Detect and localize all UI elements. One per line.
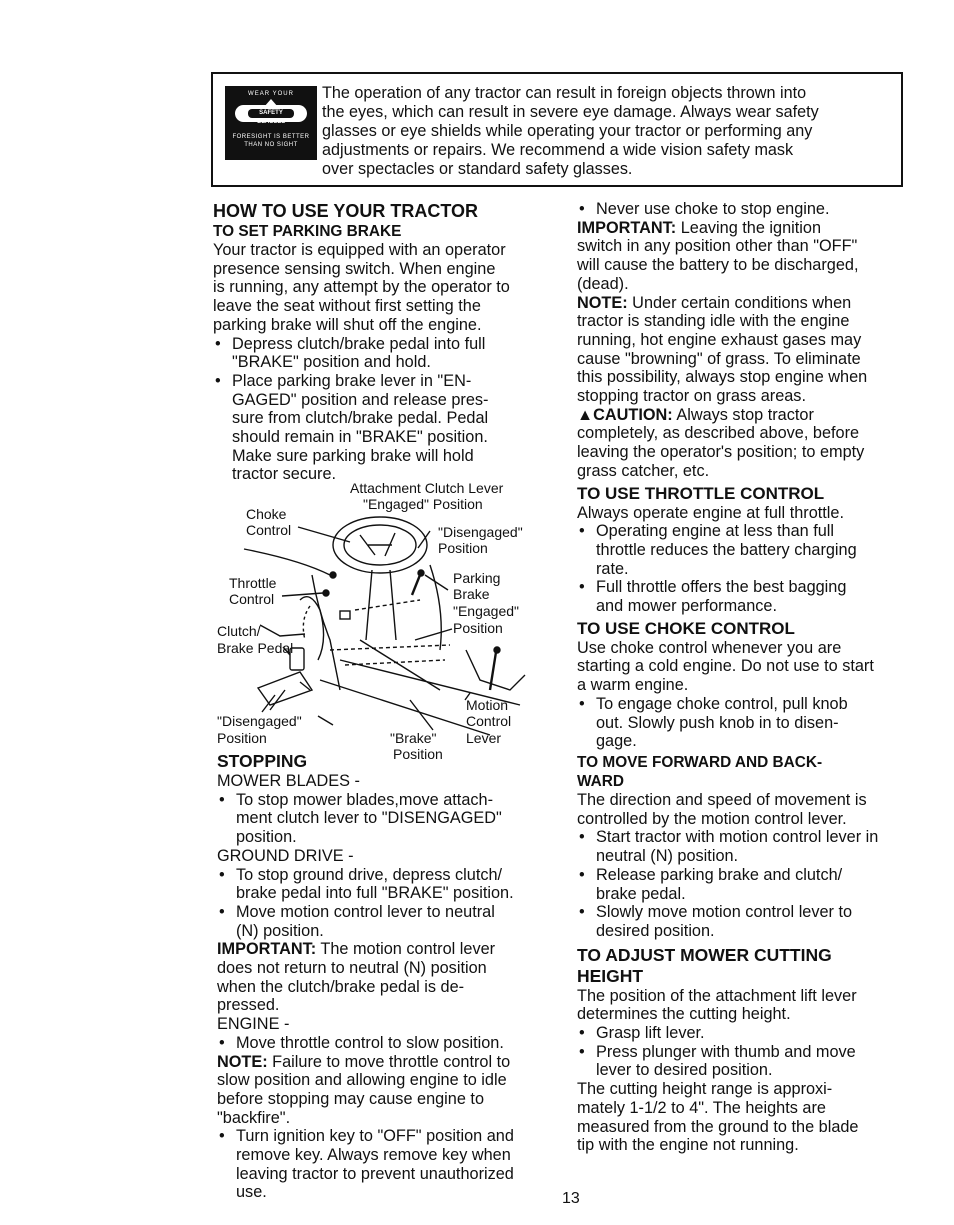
list-item: • To stop ground drive, depress clutch/ brake pedal into full "BRAKE" position. <box>217 866 562 903</box>
label-engaged: "Engaged" <box>453 603 519 619</box>
label-brake-position: Position <box>393 746 443 762</box>
label-disengaged: "Disengaged" <box>438 524 523 540</box>
label-control: Control <box>246 522 292 538</box>
label-pedal-disengaged: "Disengaged" <box>217 713 302 729</box>
choke-heading: TO USE CHOKE CONTROL <box>577 618 795 638</box>
cutting-height-paragraph: The cutting height range is approxi- mately 1-1/2 to 4". The heights are measured from the ground to the blade tip with the engine not running. <box>577 1080 859 1155</box>
icon-pill-text: SAFETY GLASSES <box>248 109 294 118</box>
label-parking: Parking <box>453 570 501 586</box>
list-item: • Slowly move motion control lever to desired position. <box>577 903 922 940</box>
left-column-top <box>213 200 558 484</box>
label-lever: Lever <box>466 730 502 746</box>
glasses-shape <box>235 105 307 125</box>
label-parking-position: Position <box>453 620 503 636</box>
icon-top-text: WEAR YOUR <box>248 91 294 97</box>
label-choke: Choke <box>246 506 287 522</box>
note-paragraph: NOTE: Under certain conditions when tractor is standing idle with the engine running, hot engine exhaust gases may cause "browning" of grass. To eliminate this possibility, always stop engine when stopping tractor on grass areas. <box>577 293 868 406</box>
engine-label: ENGINE - <box>217 1015 290 1034</box>
label-brake-quoted: "Brake" <box>390 730 437 746</box>
left-column-bottom <box>217 751 562 1202</box>
adjust-heading: TO ADJUST MOWER CUTTING HEIGHT <box>577 944 832 986</box>
warning-line: adjustments or repairs. We recommend a wide vision safety mask <box>322 141 794 159</box>
list-item: • To stop mower blades,move attach- ment clutch lever to "DISENGAGED" position. <box>217 791 562 847</box>
important-paragraph: IMPORTANT: Leaving the ignition switch in any position other than "OFF" will cause the battery to be discharged, (dead). <box>577 218 859 293</box>
label-position: Position <box>438 540 488 556</box>
list-item: • Press plunger with thumb and move lever to desired position. <box>577 1043 922 1080</box>
adjust-paragraph: The position of the attachment lift lever determines the cutting height. <box>577 986 857 1024</box>
caution-icon: ▲ <box>577 405 594 424</box>
choke-paragraph: Use choke control whenever you are starting a cold engine. Do not use to start a warm engine. <box>577 638 874 695</box>
warning-line: over spectacles or standard safety glasses. <box>322 160 633 178</box>
move-paragraph: The direction and speed of movement is controlled by the motion control lever. <box>577 790 867 828</box>
label-clutch: Clutch/ <box>217 623 261 639</box>
list-item: • Operating engine at less than full throttle reduces the battery charging rate. <box>577 522 922 578</box>
label-throttle: Throttle <box>229 575 277 591</box>
label-pedal-position: Position <box>217 730 267 746</box>
list-item: • To engage choke control, pull knob out. Slowly push knob in to disen- gage. <box>577 695 922 751</box>
warning-text <box>322 84 897 179</box>
list-item: • Place parking brake lever in "EN- GAGED" position and release pres- sure from clutch/brake pedal. Pedal should remain in "BRAKE" position. Make sure parking brake will hold tractor secure. <box>213 372 558 484</box>
important-paragraph: IMPORTANT: The motion control lever does not return to neutral (N) position when the clutch/brake pedal is de- pressed. <box>217 940 496 1015</box>
mower-blades-label: MOWER BLADES - <box>217 772 360 790</box>
label-motion-control: Control <box>466 713 512 729</box>
list-item: • Release parking brake and clutch/ brake pedal. <box>577 866 922 903</box>
list-item: • Move throttle control to slow position. <box>217 1034 562 1053</box>
move-heading: TO MOVE FORWARD AND BACK- WARD <box>577 753 823 790</box>
safety-glasses-icon <box>225 86 317 160</box>
throttle-paragraph: Always operate engine at full throttle. <box>577 503 844 522</box>
warning-line: The operation of any tractor can result in foreign objects thrown into <box>322 84 807 102</box>
caution-paragraph: ▲CAUTION: Always stop tractor completely, as described above, before leaving the operator's position; to empty grass catcher, etc. <box>577 405 865 480</box>
warning-line: the eyes, which can result in severe eye damage. Always wear safety <box>322 103 819 121</box>
list-item: • Start tractor with motion control lever in neutral (N) position. <box>577 828 922 865</box>
label-engaged-position: "Engaged" Position <box>363 496 483 512</box>
warning-line: glasses or eye shields while operating your tractor or performing any <box>322 122 813 140</box>
list-item: • Move motion control lever to neutral (N) position. <box>217 903 562 940</box>
steering-wheel <box>333 517 427 573</box>
stopping-heading: STOPPING <box>217 751 308 771</box>
right-column <box>577 200 922 1155</box>
list-item: • Full throttle offers the best bagging and mower performance. <box>577 578 922 615</box>
list-item: • Depress clutch/brake pedal into full "BRAKE" position and hold. <box>213 335 558 372</box>
list-item: • Turn ignition key to "OFF" position and remove key. Always remove key when leaving tractor to prevent unauthorized use. <box>217 1127 562 1202</box>
list-item: • Never use choke to stop engine. <box>577 200 922 219</box>
label-brake-pedal: Brake Pedal <box>217 640 294 656</box>
throttle-heading: TO USE THROTTLE CONTROL <box>577 483 825 503</box>
section-title: HOW TO USE YOUR TRACTOR <box>213 201 479 221</box>
list-item: • Grasp lift lever. <box>577 1024 922 1043</box>
parking-brake-heading: TO SET PARKING BRAKE <box>213 223 402 240</box>
warning-box <box>211 72 903 187</box>
page-number: 13 <box>562 1190 580 1207</box>
label-throttle-control: Control <box>229 591 275 607</box>
label-motion: Motion <box>466 697 509 713</box>
parking-paragraph: Your tractor is equipped with an operator presence sensing switch. When engine is running, any attempt by the operator to leave the seat without first setting the parking brake will shut off the engine. <box>213 241 510 334</box>
note-paragraph: NOTE: Failure to move throttle control to slow position and allowing engine to idle before stopping may cause engine to "backfire". <box>217 1052 511 1127</box>
icon-bottom-text: FORESIGHT IS BETTER THAN NO SIGHT <box>232 134 310 148</box>
label-attachment-clutch-lever: Attachment Clutch Lever <box>350 480 504 496</box>
ground-drive-label: GROUND DRIVE - <box>217 846 354 865</box>
label-brake: Brake <box>453 586 490 602</box>
